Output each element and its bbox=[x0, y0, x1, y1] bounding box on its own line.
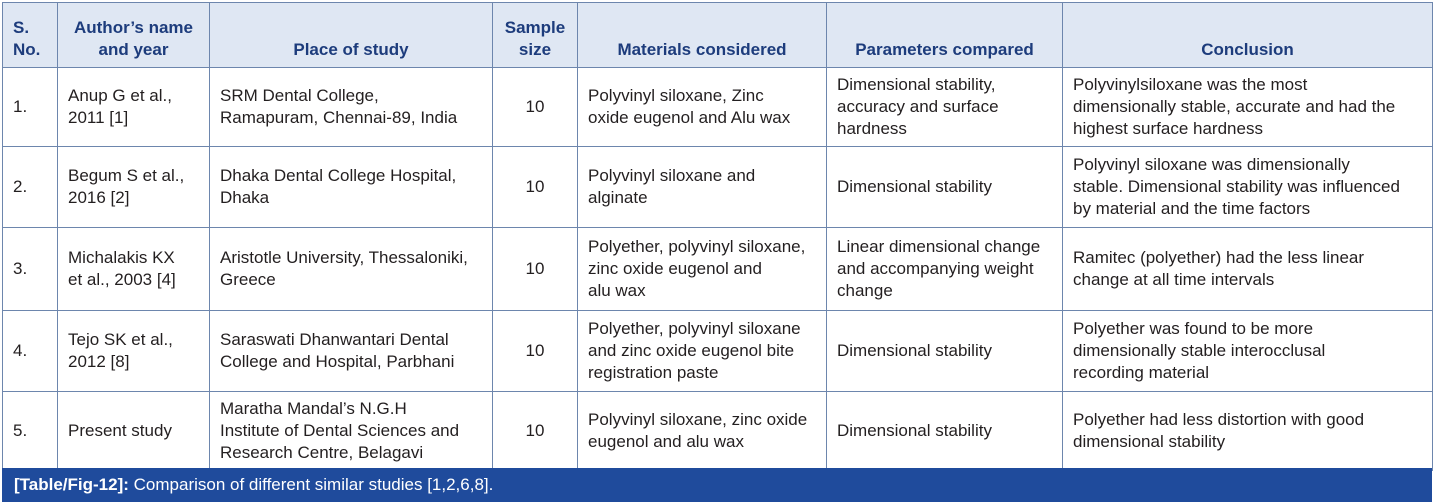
table-row bbox=[3, 228, 1433, 311]
comparison-table bbox=[2, 2, 1433, 471]
cell-author: Begum S et al., 2016 [2] bbox=[58, 147, 210, 228]
table-row bbox=[3, 68, 1433, 147]
cell-conclusion: Ramitec (polyether) had the less linear change at all time intervals bbox=[1063, 228, 1433, 311]
header-parameters: Parameters compared bbox=[827, 3, 1063, 68]
header-place: Place of study bbox=[210, 3, 493, 68]
cell-parameters: Dimensional stability, accuracy and surface hardness bbox=[827, 68, 1063, 147]
caption-reference: [Table/Fig-12]: bbox=[14, 475, 129, 494]
header-conclusion: Conclusion bbox=[1063, 3, 1433, 68]
cell-sno: 4. bbox=[3, 311, 58, 392]
cell-conclusion: Polyvinyl siloxane was dimensionally stable. Dimensional stability was influenced by material and the time factors bbox=[1063, 147, 1433, 228]
cell-author: Tejo SK et al., 2012 [8] bbox=[58, 311, 210, 392]
cell-materials: Polyvinyl siloxane and alginate bbox=[578, 147, 827, 228]
cell-sno: 5. bbox=[3, 392, 58, 471]
table-row bbox=[3, 311, 1433, 392]
header-materials: Materials considered bbox=[578, 3, 827, 68]
figure-caption bbox=[2, 468, 1432, 502]
cell-conclusion: Polyether had less distortion with good dimensional stability bbox=[1063, 392, 1433, 471]
cell-sample-size: 10 bbox=[493, 147, 578, 228]
cell-parameters: Dimensional stability bbox=[827, 311, 1063, 392]
cell-sample-size: 10 bbox=[493, 228, 578, 311]
table-row bbox=[3, 147, 1433, 228]
cell-sno: 1. bbox=[3, 68, 58, 147]
header-author: Author’s name and year bbox=[58, 3, 210, 68]
cell-place: Dhaka Dental College Hospital, Dhaka bbox=[210, 147, 493, 228]
cell-place: Maratha Mandal’s N.G.H Institute of Dental Sciences and Research Centre, Belagavi bbox=[210, 392, 493, 471]
cell-sample-size: 10 bbox=[493, 68, 578, 147]
cell-place: Aristotle University, Thessaloniki, Greece bbox=[210, 228, 493, 311]
cell-materials: Polyvinyl siloxane, zinc oxide eugenol and alu wax bbox=[578, 392, 827, 471]
cell-parameters: Dimensional stability bbox=[827, 147, 1063, 228]
cell-parameters: Linear dimensional change and accompanying weight change bbox=[827, 228, 1063, 311]
table-row bbox=[3, 392, 1433, 471]
cell-materials: Polyether, polyvinyl siloxane, zinc oxide eugenol and alu wax bbox=[578, 228, 827, 311]
cell-place: SRM Dental College, Ramapuram, Chennai-89, India bbox=[210, 68, 493, 147]
cell-conclusion: Polyether was found to be more dimensionally stable interocclusal recording material bbox=[1063, 311, 1433, 392]
header-row bbox=[3, 3, 1433, 68]
cell-sample-size: 10 bbox=[493, 311, 578, 392]
cell-author: Michalakis KX et al., 2003 [4] bbox=[58, 228, 210, 311]
cell-sample-size: 10 bbox=[493, 392, 578, 471]
header-sample-size: Sample size bbox=[493, 3, 578, 68]
cell-materials: Polyvinyl siloxane, Zinc oxide eugenol and Alu wax bbox=[578, 68, 827, 147]
header-sno: S. No. bbox=[3, 3, 58, 68]
cell-author: Anup G et al., 2011 [1] bbox=[58, 68, 210, 147]
cell-place: Saraswati Dhanwantari Dental College and Hospital, Parbhani bbox=[210, 311, 493, 392]
caption-text: Comparison of different similar studies [1,2,6,8]. bbox=[133, 475, 494, 494]
cell-parameters: Dimensional stability bbox=[827, 392, 1063, 471]
cell-sno: 3. bbox=[3, 228, 58, 311]
cell-author: Present study bbox=[58, 392, 210, 471]
cell-sno: 2. bbox=[3, 147, 58, 228]
cell-conclusion: Polyvinylsiloxane was the most dimensionally stable, accurate and had the highest surface hardness bbox=[1063, 68, 1433, 147]
cell-materials: Polyether, polyvinyl siloxane and zinc oxide eugenol bite registration paste bbox=[578, 311, 827, 392]
